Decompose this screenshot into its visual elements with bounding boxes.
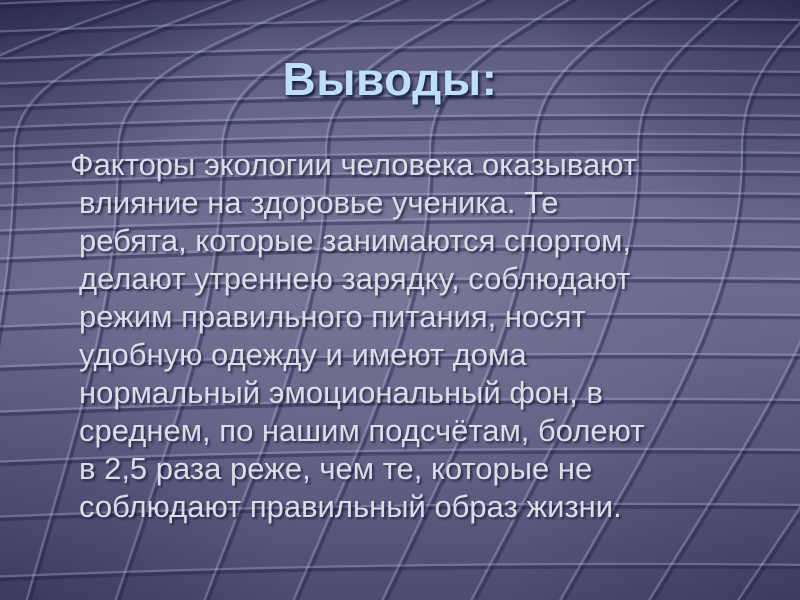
body-line: среднем, по нашим подсчётам, болеют (79, 413, 645, 448)
body-line: режим правильного питания, носят (79, 299, 586, 334)
body-line: соблюдают правильный образ жизни. (79, 489, 622, 524)
body-line: в 2,5 раза реже, чем те, которые не (79, 451, 593, 486)
body-line: ребята, которые занимаются спортом, (79, 223, 632, 258)
body-line: влияние на здоровье ученика. Те (79, 185, 559, 220)
body-line: нормальный эмоциональный фон, в (79, 375, 603, 410)
body-line: делают утреннею зарядку, соблюдают (79, 261, 631, 296)
slide-body (70, 146, 770, 526)
body-line: удобную одежду и имеют дома (79, 337, 527, 372)
body-line: Факторы экологии человека оказывают (70, 147, 637, 182)
page-title: Выводы: (282, 53, 498, 105)
